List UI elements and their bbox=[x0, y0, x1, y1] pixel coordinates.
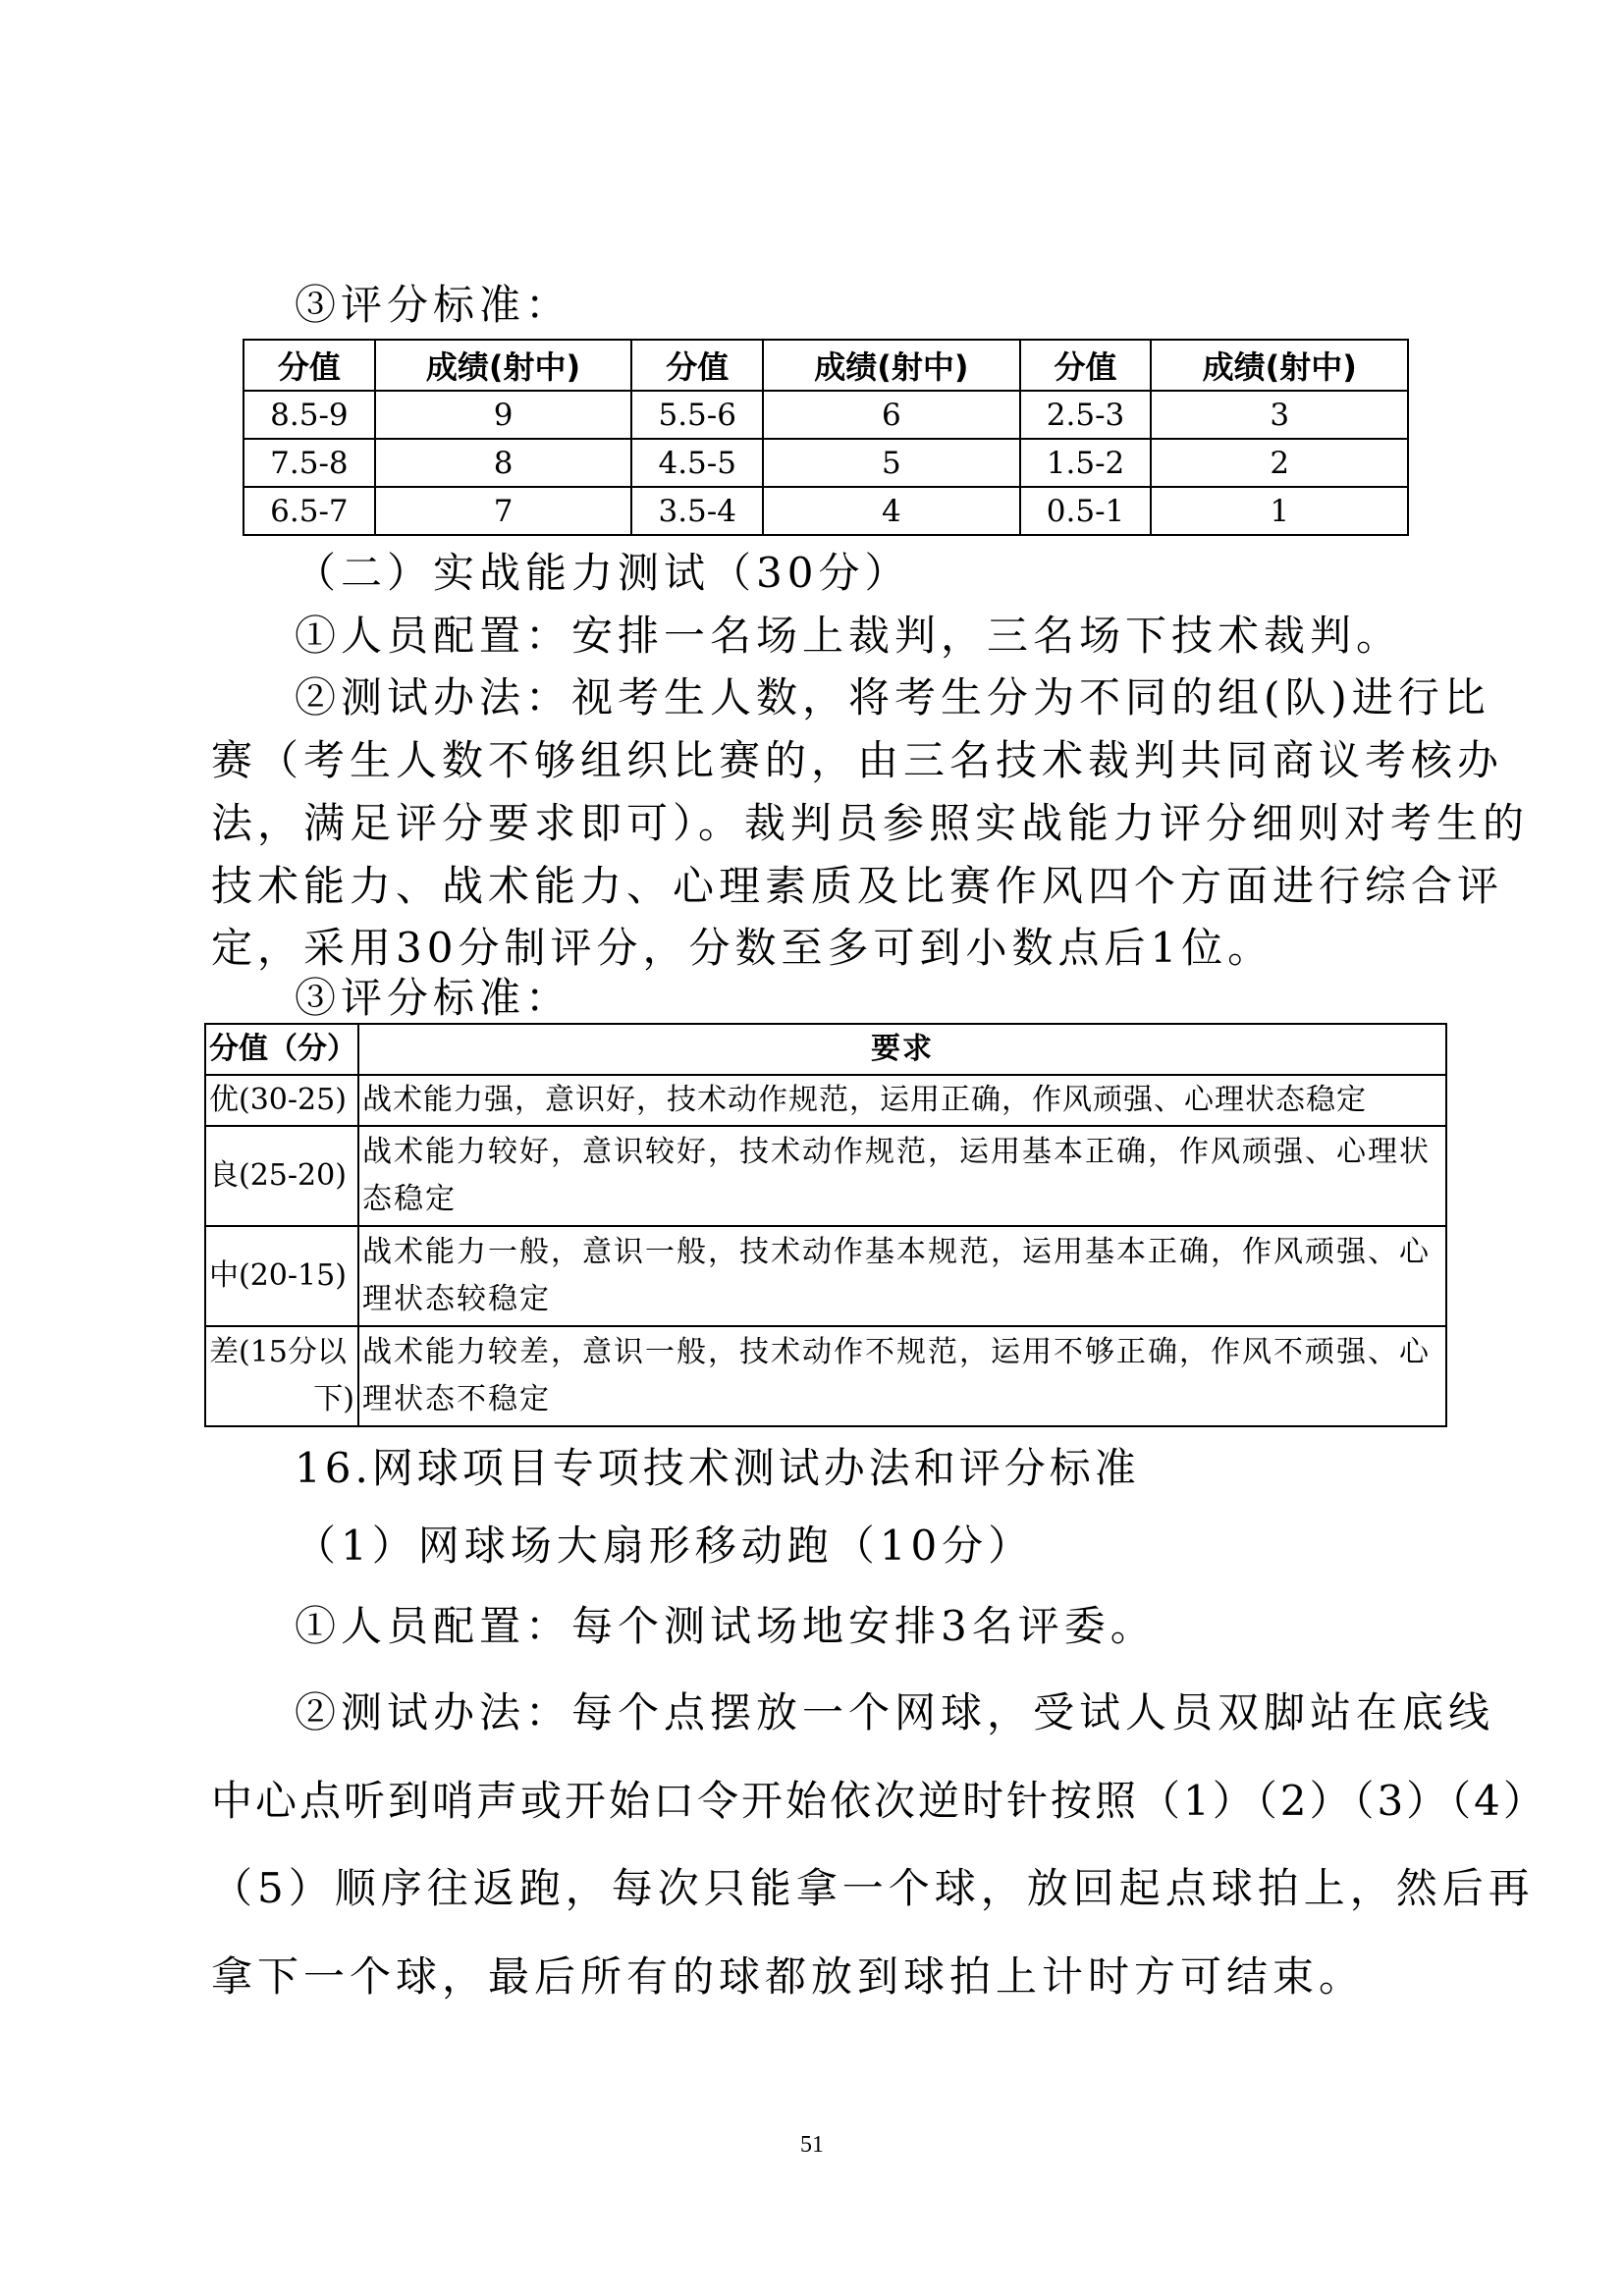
table-cell: 4 bbox=[763, 487, 1020, 535]
table-cell: 8.5-9 bbox=[244, 391, 375, 439]
method-line: 法，满足评分要求即可）。裁判员参照实战能力评分细则对考生的 bbox=[211, 799, 1530, 847]
method-line: 中心点听到哨声或开始口令开始依次逆时针按照（1）（2）（3）（4） bbox=[211, 1777, 1547, 1825]
staff-config: ①人员配置：安排一名场上裁判，三名场下技术裁判。 bbox=[295, 612, 1403, 660]
requirement-cell: 战术能力较好，意识较好，技术动作规范，运用基本正确，作风顽强、心理状态稳定 bbox=[358, 1126, 1446, 1226]
score-cell bbox=[205, 1326, 358, 1426]
table-row bbox=[205, 1075, 1446, 1126]
header-cell: 成绩(射中) bbox=[763, 340, 1020, 391]
table-row bbox=[244, 439, 1408, 487]
header-cell: 成绩(射中) bbox=[1151, 340, 1408, 391]
table-header-row bbox=[205, 1024, 1446, 1075]
table-cell: 5.5-6 bbox=[631, 391, 763, 439]
method-line: 定，采用30分制评分，分数至多可到小数点后1位。 bbox=[211, 924, 1274, 972]
header-cell: 分值 bbox=[1020, 340, 1152, 391]
page-number: 51 bbox=[800, 2132, 824, 2158]
scoring-heading-2: ③评分标准： bbox=[295, 974, 572, 1022]
shooting-score-table bbox=[243, 339, 1409, 536]
table-cell: 9 bbox=[375, 391, 632, 439]
table-cell: 2.5-3 bbox=[1020, 391, 1152, 439]
table-row bbox=[244, 487, 1408, 535]
section-title: （二）实战能力测试（30分） bbox=[295, 549, 911, 597]
score-cell: 中(20-15) bbox=[205, 1226, 358, 1326]
table-cell: 5 bbox=[763, 439, 1020, 487]
method-line: 技术能力、战术能力、心理素质及比赛作风四个方面进行综合评 bbox=[211, 862, 1504, 910]
staff-config: ①人员配置：每个测试场地安排3名评委。 bbox=[295, 1602, 1157, 1650]
table-header-row bbox=[244, 340, 1408, 391]
score-cell: 良(25-20) bbox=[205, 1126, 358, 1226]
combat-score-table bbox=[204, 1023, 1447, 1427]
score-cell: 优(30-25) bbox=[205, 1075, 358, 1126]
requirement-cell: 战术能力一般，意识一般，技术动作基本规范，运用基本正确，作风顽强、心理状态较稳定 bbox=[358, 1226, 1446, 1326]
table-row bbox=[205, 1326, 1446, 1426]
header-cell: 分值 bbox=[244, 340, 375, 391]
method-line: ②测试办法：每个点摆放一个网球，受试人员双脚站在底线 bbox=[295, 1688, 1495, 1736]
table-cell: 3.5-4 bbox=[631, 487, 763, 535]
table-cell: 7.5-8 bbox=[244, 439, 375, 487]
header-cell: 要求 bbox=[358, 1024, 1446, 1075]
header-cell: 分值 bbox=[631, 340, 763, 391]
table-cell: 7 bbox=[375, 487, 632, 535]
header-cell: 分值（分） bbox=[205, 1024, 358, 1075]
method-line: 赛（考生人数不够组织比赛的，由三名技术裁判共同商议考核办 bbox=[211, 736, 1504, 784]
method-line: 拿下一个球，最后所有的球都放到球拍上计时方可结束。 bbox=[211, 1952, 1366, 2001]
table-cell: 4.5-5 bbox=[631, 439, 763, 487]
method-line: ②测试办法：视考生人数，将考生分为不同的组(队)进行比 bbox=[295, 673, 1490, 721]
requirement-cell: 战术能力强，意识好，技术动作规范，运用正确，作风顽强、心理状态稳定 bbox=[358, 1075, 1446, 1126]
header-cell: 成绩(射中) bbox=[375, 340, 632, 391]
table-cell: 1 bbox=[1151, 487, 1408, 535]
table-cell: 2 bbox=[1151, 439, 1408, 487]
method-line: （5）顺序往返跑，每次只能拿一个球，放回起点球拍上，然后再 bbox=[211, 1864, 1535, 1912]
table-cell: 6.5-7 bbox=[244, 487, 375, 535]
score-text: 下) bbox=[313, 1382, 354, 1416]
table-row bbox=[205, 1126, 1446, 1226]
subsection-title: （1）网球场大扇形移动跑（10分） bbox=[295, 1522, 1035, 1570]
table-cell: 6 bbox=[763, 391, 1020, 439]
table-cell: 3 bbox=[1151, 391, 1408, 439]
table-cell: 0.5-1 bbox=[1020, 487, 1152, 535]
table-row bbox=[205, 1226, 1446, 1326]
scoring-heading-1: ③评分标准： bbox=[295, 281, 572, 329]
table-cell: 1.5-2 bbox=[1020, 439, 1152, 487]
requirement-cell: 战术能力较差，意识一般，技术动作不规范，运用不够正确，作风不顽强、心理状态不稳定 bbox=[358, 1326, 1446, 1426]
table-row bbox=[244, 391, 1408, 439]
section-title: 16.网球项目专项技术测试办法和评分标准 bbox=[295, 1444, 1140, 1492]
score-text: 差(15分以 bbox=[209, 1335, 347, 1369]
table-cell: 8 bbox=[375, 439, 632, 487]
